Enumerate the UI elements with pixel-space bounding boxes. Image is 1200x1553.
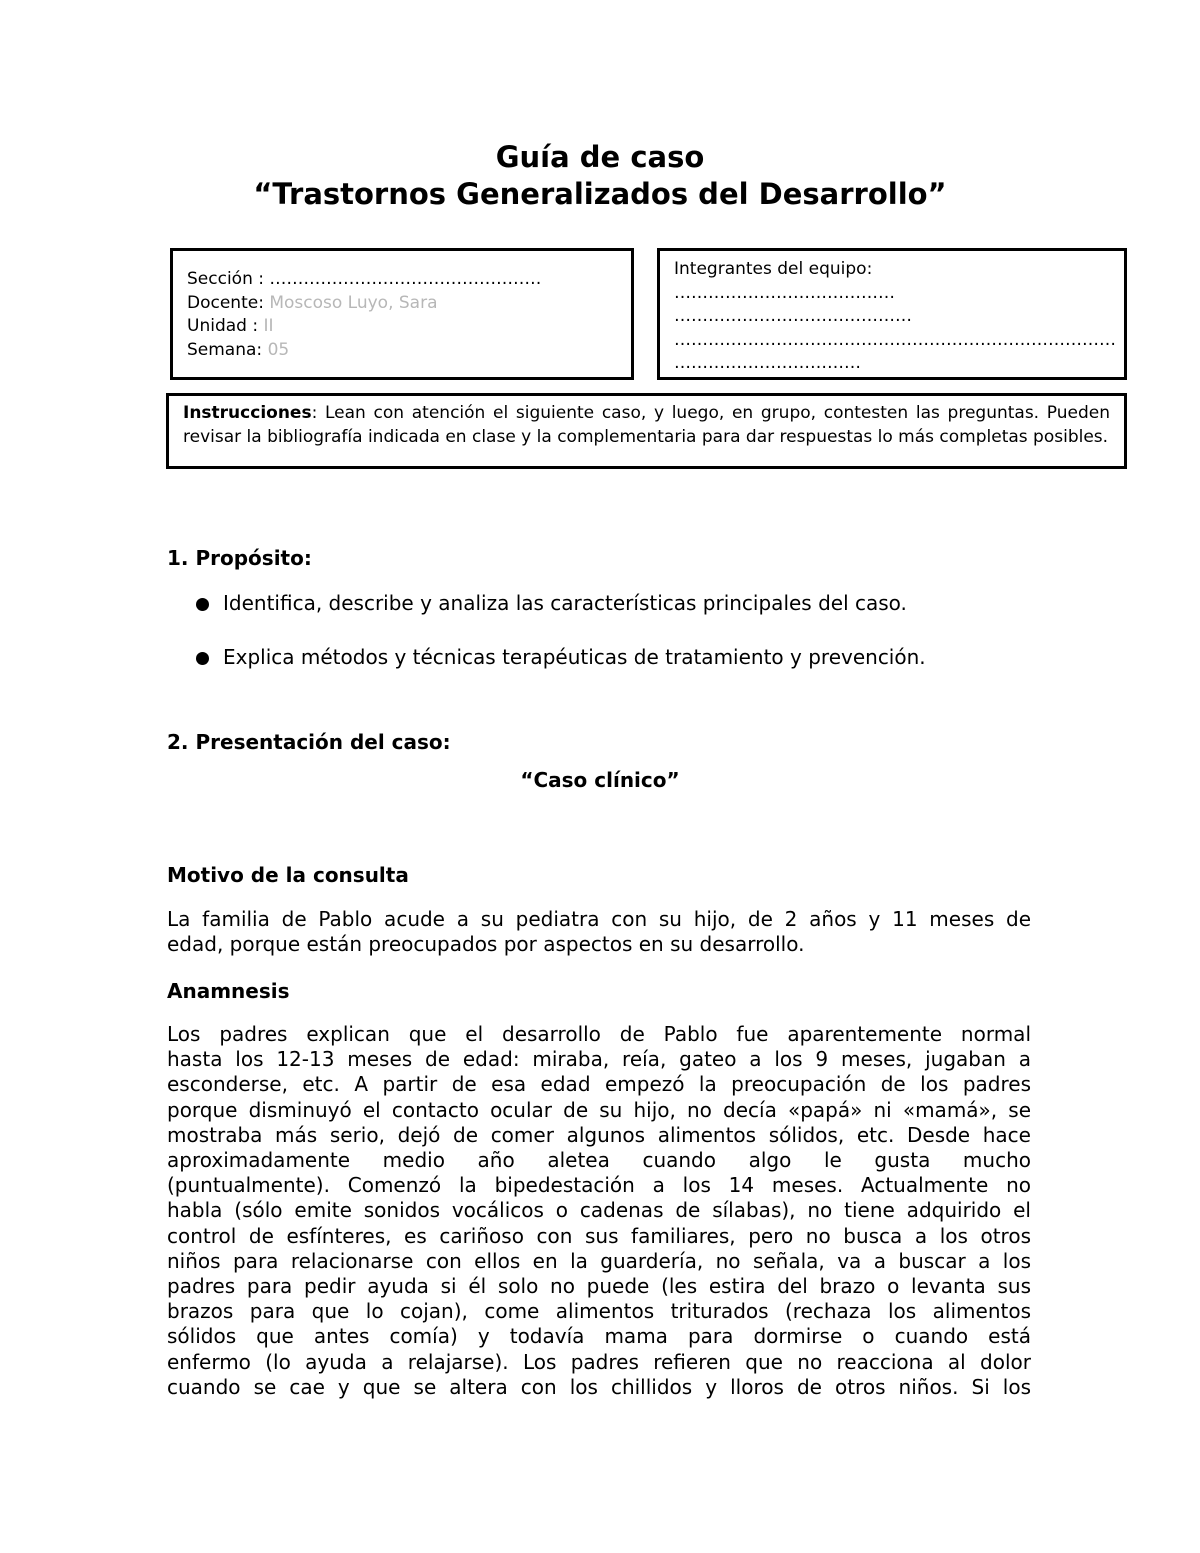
text-line: esconderse, etc. A partir de esa edad empezó la preocupación de los padres: [167, 1072, 1031, 1097]
text-line: brazos para que lo cojan), come alimentos triturados (rechaza los alimentos: [167, 1299, 1031, 1324]
bullet-text: Explica métodos y técnicas terapéuticas de tratamiento y prevención.: [223, 645, 926, 669]
document-subtitle: “Trastornos Generalizados del Desarrollo”: [253, 177, 947, 211]
case-title: “Caso clínico”: [520, 768, 680, 792]
document-title: Guía de caso: [495, 140, 705, 174]
instructions-body: : Lean con atención el siguiente caso, y luego, en grupo, contesten las preguntas. Pueden revisar la bibliografía indicada en clase y la complementaria para dar respuestas lo más completas posibles.: [183, 403, 1110, 447]
text-line: hasta los 12-13 meses de edad: miraba, reía, gateo a los 9 meses, jugaban a: [167, 1047, 1031, 1072]
section-heading-proposito: 1. Propósito:: [167, 546, 312, 570]
info-box: [170, 248, 634, 380]
text-line: (puntualmente). Comenzó la bipedestación a los 14 meses. Actualmente no: [167, 1173, 1031, 1198]
text-line: sólidos que antes comía) y todavía mama para dormirse o cuando está: [167, 1324, 1031, 1349]
bullet-icon: [196, 652, 209, 665]
text-line: habla (sólo emite sonidos vocálicos o cadenas de sílabas), no tiene adquirido el: [167, 1198, 1031, 1223]
unidad-row: [187, 315, 617, 339]
list-item: [196, 644, 926, 670]
semana-label: Semana:: [187, 339, 263, 360]
text-line: Los padres explican que el desarrollo de Pablo fue aparentemente normal: [167, 1022, 1031, 1046]
team-member-line: …………………………………: [674, 282, 895, 303]
instructions-text: [183, 401, 1110, 449]
text-line: edad, porque están preocupados por aspectos en su desarrollo.: [167, 932, 805, 957]
semana-row: [187, 339, 617, 363]
text-line: padres para pedir ayuda si él solo no puede (les estira del brazo o levanta sus: [167, 1274, 1031, 1299]
text-line: La familia de Pablo acude a su pediatra con su hijo, de 2 años y 11 meses de: [167, 907, 1031, 931]
text-line: enfermo (lo ayuda a relajarse). Los padres refieren que no reacciona al dolor: [167, 1349, 1031, 1374]
bullet-icon: [196, 598, 209, 611]
text-line: mostraba más serio, dejó de comer algunos alimentos sólidos, etc. Desde hace: [167, 1122, 1031, 1147]
team-member-line: ……………………………………………………………………: [674, 329, 1116, 350]
text-line: cuando se cae y que se altera con los chillidos y lloros de otros niños. Si los: [167, 1374, 1031, 1399]
unidad-label: Unidad :: [187, 316, 259, 336]
text-line: niños para relacionarse con ellos en la guardería, no señala, va a buscar a los: [167, 1248, 1031, 1273]
seccion-row: [187, 268, 617, 292]
heading-anamnesis: Anamnesis: [167, 979, 290, 1003]
heading-motivo: Motivo de la consulta: [167, 863, 409, 887]
text-line: control de esfínteres, es cariñoso con sus familiares, pero no busca a los otros: [167, 1223, 1031, 1248]
seccion-separator: :: [252, 269, 270, 289]
text-line: porque disminuyó el contacto ocular de su hijo, no decía «papá» ni «mamá», se: [167, 1097, 1031, 1122]
text-line: aproximadamente medio año aletea cuando algo le gusta mucho: [167, 1148, 1031, 1173]
seccion-dots: …………………………………………: [269, 269, 542, 289]
motivo-paragraph: [167, 907, 1031, 957]
team-label: Integrantes del equipo:: [674, 259, 873, 279]
docente-value: Moscoso Luyo, Sara: [269, 292, 438, 313]
docente-label: Docente:: [187, 292, 264, 313]
team-member-line: ……………………………………: [674, 306, 912, 326]
semana-value: 05: [267, 339, 290, 360]
seccion-label: Sección: [187, 269, 253, 289]
instructions-box: [166, 393, 1127, 469]
bullet-text: Identifica, describe y analiza las características principales del caso.: [223, 591, 907, 615]
docente-row: [187, 292, 617, 316]
anamnesis-paragraph: [167, 1022, 1031, 1400]
instructions-label: Instrucciones: [183, 403, 312, 423]
list-item: [196, 590, 907, 616]
section-heading-presentacion: 2. Presentación del caso:: [167, 730, 451, 754]
team-member-line: ……………………………: [674, 353, 861, 373]
unidad-value: II: [263, 316, 274, 336]
team-box: [657, 248, 1127, 380]
